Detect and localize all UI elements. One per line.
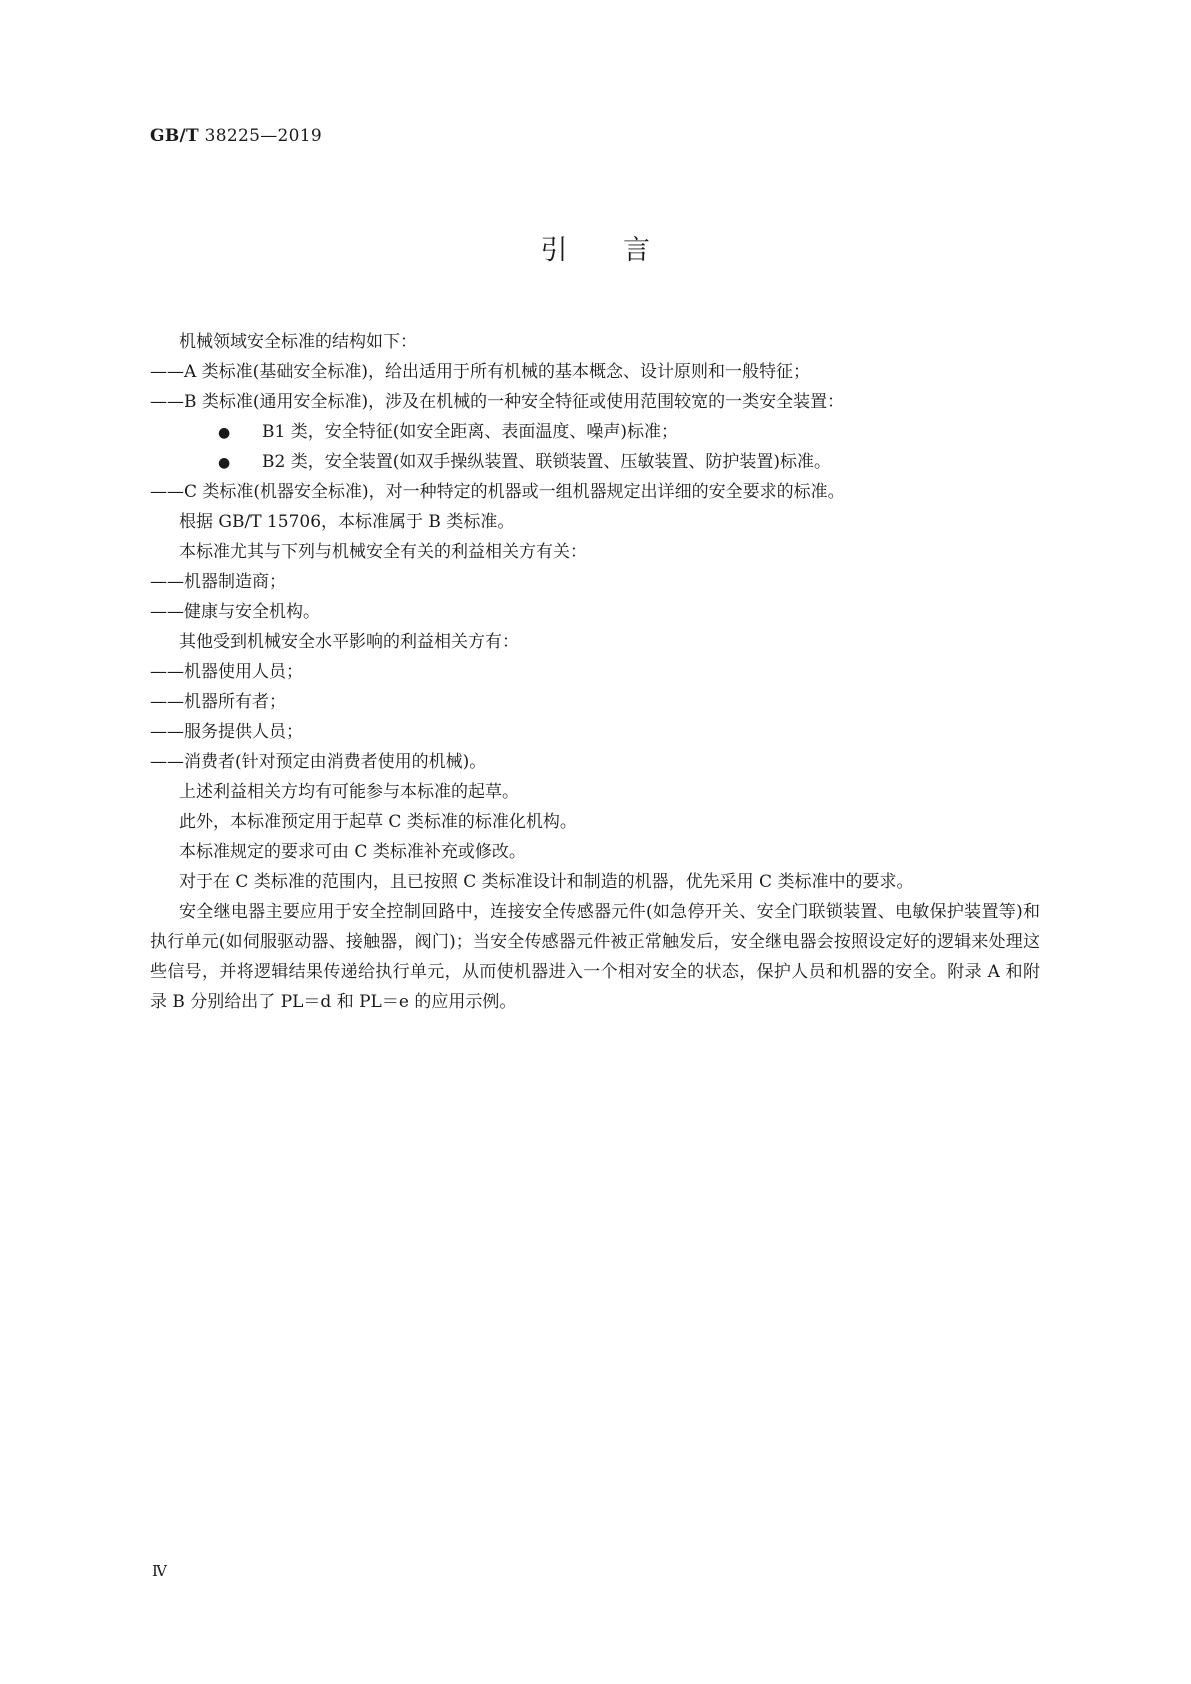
bullet-icon: ● [218, 455, 231, 471]
document-body [150, 327, 1040, 1017]
bullet-icon: ● [218, 425, 231, 441]
dash-item-b: ——B 类标准(通用安全标准)，涉及在机械的一种安全特征或使用范围较宽的一类安全装置： [150, 392, 845, 412]
bullet-item [150, 447, 1040, 477]
dash-item: ——机器所有者； [150, 692, 286, 712]
dash-item: ——健康与安全机构。 [150, 602, 320, 622]
text-line: 根据 GB/T 15706，本标准属于 B 类标准。 [179, 512, 515, 532]
text-line: 本标准规定的要求可由 C 类标准补充或修改。 [179, 842, 526, 862]
dash-item-c: ——C 类标准(机器安全标准)，对一种特定的机器或一组机器规定出详细的安全要求的标准。 [150, 482, 845, 502]
dash-item: ——消费者(针对预定由消费者使用的机械)。 [150, 752, 487, 772]
dash-item-a: ——A 类标准(基础安全标准)，给出适用于所有机械的基本概念、设计原则和一般特征； [150, 362, 810, 382]
bullet-text: B2 类，安全装置(如双手操纵装置、联锁装置、压敏装置、防护装置)标准。 [262, 452, 831, 472]
standard-code [150, 126, 322, 146]
text-line: 上述利益相关方均有可能参与本标准的起草。 [179, 782, 519, 802]
page-number: Ⅳ [152, 1562, 167, 1580]
standard-prefix: GB/T [150, 126, 199, 146]
text-line: 机械领域安全标准的结构如下： [179, 332, 417, 352]
dash-item: ——机器制造商； [150, 572, 286, 592]
bullet-item [150, 417, 1040, 447]
text-line: 本标准尤其与下列与机械安全有关的利益相关方有关： [179, 542, 587, 562]
page-title: 引 言 [540, 235, 651, 266]
bullet-text: B1 类，安全特征(如安全距离、表面温度、噪声)标准； [262, 422, 678, 442]
final-paragraph: 安全继电器主要应用于安全控制回路中，连接安全传感器元件(如急停开关、安全门联锁装置、电敏保护装置等)和执行单元(如伺服驱动器、接触器，阀门)；当安全传感器元件被正常触发后，安全继电器会按照设定好的逻辑来处理这些信号，并将逻辑结果传递给执行单元，从而使机器进入一个相对安全的状态，保护人员和机器的安全。附录 A 和附录 B 分别给出了 PL＝d 和 PL＝e 的应用示例。 [150, 902, 1040, 1012]
text-line: 对于在 C 类标准的范围内，且已按照 C 类标准设计和制造的机器，优先采用 C 类标准中的要求。 [179, 872, 914, 892]
text-line: 此外，本标准预定用于起草 C 类标准的标准化机构。 [179, 812, 577, 832]
text-line: 其他受到机械安全水平影响的利益相关方有： [179, 632, 519, 652]
dash-item: ——机器使用人员； [150, 662, 303, 682]
standard-number: 38225—2019 [204, 126, 323, 146]
dash-item: ——服务提供人员； [150, 722, 303, 742]
